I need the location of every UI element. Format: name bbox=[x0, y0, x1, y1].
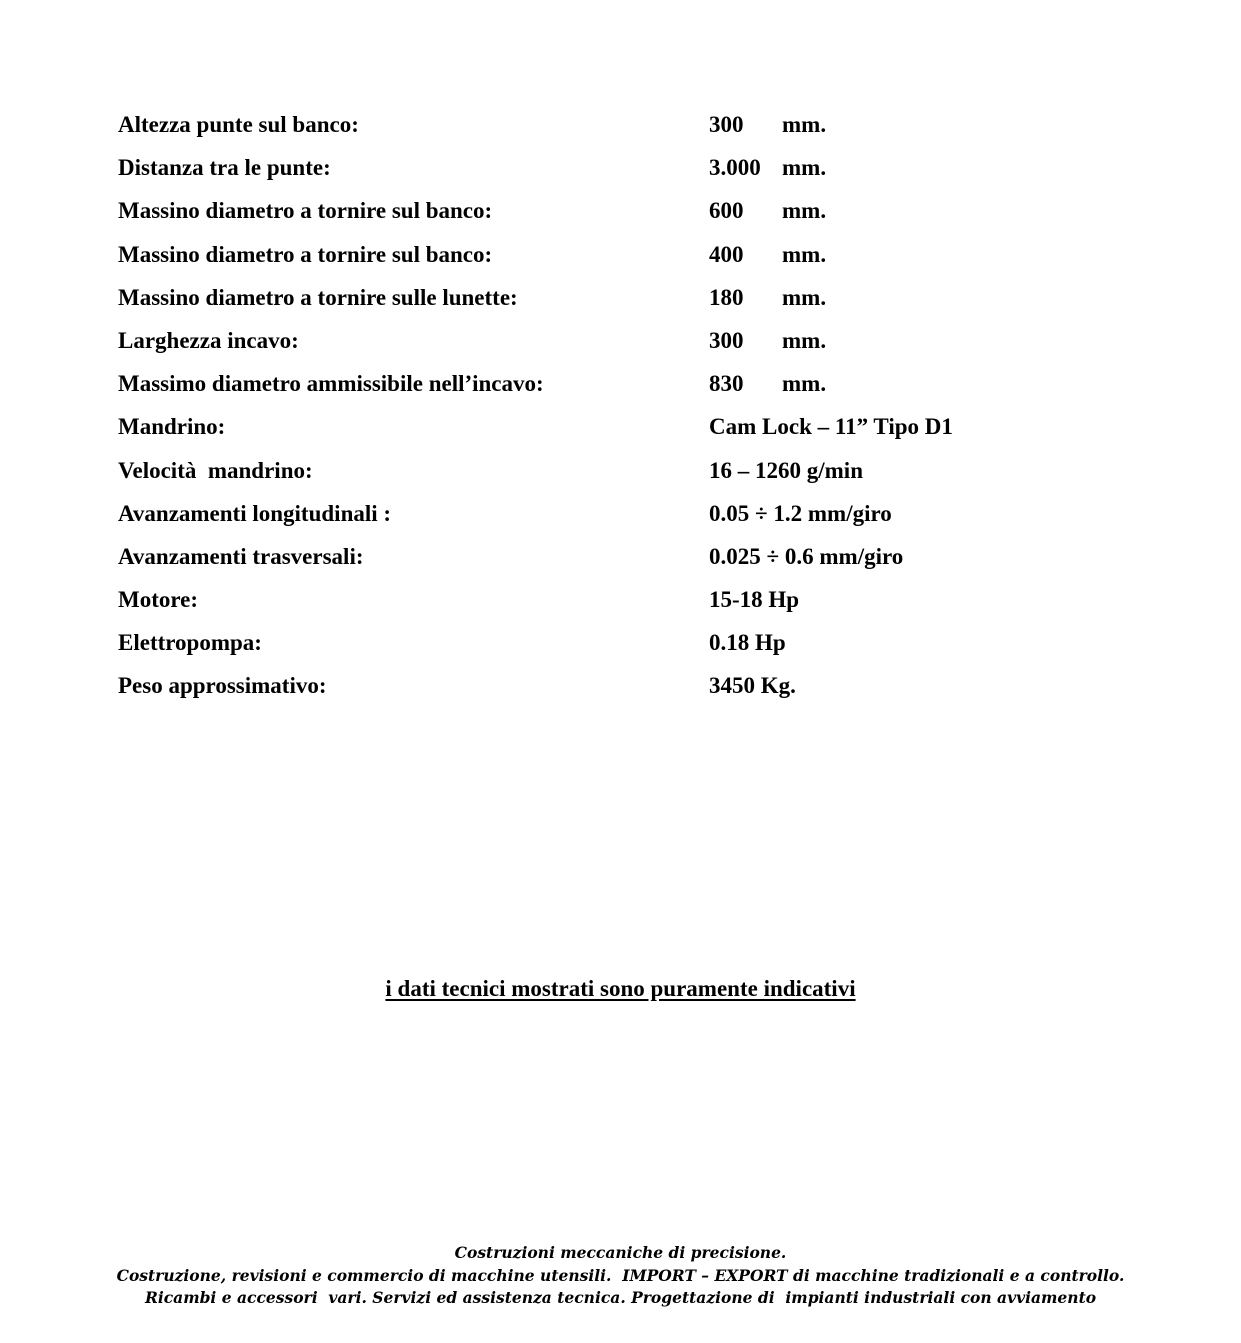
spec-label: Velocità mandrino: bbox=[118, 457, 313, 483]
spec-unit: mm. bbox=[782, 112, 827, 137]
spec-row bbox=[118, 150, 1118, 193]
spec-unit: mm. bbox=[782, 327, 827, 353]
spec-label: Avanzamenti trasversali: bbox=[118, 543, 364, 569]
spec-label: Massino diametro a tornire sul banco: bbox=[118, 198, 493, 224]
footer-line-1: Costruzioni meccaniche di precisione. bbox=[454, 1243, 787, 1262]
footer-line-3: Ricambi e accessori vari. Servizi ed assistenza tecnica. Progettazione di impianti industriali con avviamento bbox=[144, 1288, 1097, 1307]
spec-label: Mandrino: bbox=[118, 414, 226, 440]
spec-label: Distanza tra le punte: bbox=[118, 155, 331, 181]
spec-value: 300 bbox=[709, 112, 744, 137]
spec-label: Motore: bbox=[118, 587, 199, 613]
spec-label: Massino diametro a tornire sulle lunette: bbox=[118, 284, 518, 310]
spec-label: Altezza punte sul banco: bbox=[118, 112, 359, 137]
disclaimer-text: i dati tecnici mostrati sono puramente indicativi bbox=[385, 976, 856, 1001]
spec-unit: mm. bbox=[782, 198, 827, 224]
spec-row bbox=[118, 582, 1118, 625]
spec-value: 600 bbox=[709, 198, 744, 224]
spec-label: Peso approssimativo: bbox=[118, 673, 327, 699]
spec-row bbox=[118, 280, 1118, 323]
spec-value: 180 bbox=[709, 284, 744, 310]
spec-row bbox=[118, 107, 1118, 150]
spec-row bbox=[118, 496, 1118, 539]
spec-value: 3450 Kg. bbox=[709, 673, 796, 699]
footer bbox=[0, 1242, 1241, 1310]
spec-row bbox=[118, 366, 1118, 409]
spec-label: Avanzamenti longitudinali : bbox=[118, 500, 392, 526]
spec-row bbox=[118, 539, 1118, 582]
spec-row bbox=[118, 409, 1118, 452]
spec-label: Elettropompa: bbox=[118, 630, 262, 656]
spec-unit: mm. bbox=[782, 371, 827, 397]
spec-row bbox=[118, 668, 1118, 711]
spec-value: 0.18 Hp bbox=[709, 630, 786, 656]
spec-unit: mm. bbox=[782, 284, 827, 310]
spec-row bbox=[118, 193, 1118, 236]
spec-value: Cam Lock – 11” Tipo D1 bbox=[709, 414, 953, 440]
spec-value: 400 bbox=[709, 241, 744, 267]
spec-label: Massino diametro a tornire sul banco: bbox=[118, 241, 493, 267]
spec-table bbox=[118, 107, 1118, 712]
spec-row bbox=[118, 625, 1118, 668]
spec-row bbox=[118, 237, 1118, 280]
spec-value: 3.000 bbox=[709, 155, 761, 181]
spec-value: 0.025 ÷ 0.6 mm/giro bbox=[709, 543, 904, 569]
spec-value: 300 bbox=[709, 327, 744, 353]
spec-value: 16 – 1260 g/min bbox=[709, 457, 863, 483]
spec-value: 0.05 ÷ 1.2 mm/giro bbox=[709, 500, 892, 526]
spec-label: Larghezza incavo: bbox=[118, 327, 299, 353]
spec-row bbox=[118, 453, 1118, 496]
disclaimer bbox=[0, 972, 1241, 1006]
spec-row bbox=[118, 323, 1118, 366]
spec-value: 830 bbox=[709, 371, 744, 397]
spec-label: Massimo diametro ammissibile nell’incavo: bbox=[118, 371, 544, 397]
spec-unit: mm. bbox=[782, 155, 827, 181]
footer-line-2: Costruzione, revisioni e commercio di macchine utensili. IMPORT – EXPORT di macchine tradizionali e a controllo. bbox=[116, 1265, 1125, 1285]
spec-value: 15-18 Hp bbox=[709, 587, 800, 613]
spec-unit: mm. bbox=[782, 241, 827, 267]
